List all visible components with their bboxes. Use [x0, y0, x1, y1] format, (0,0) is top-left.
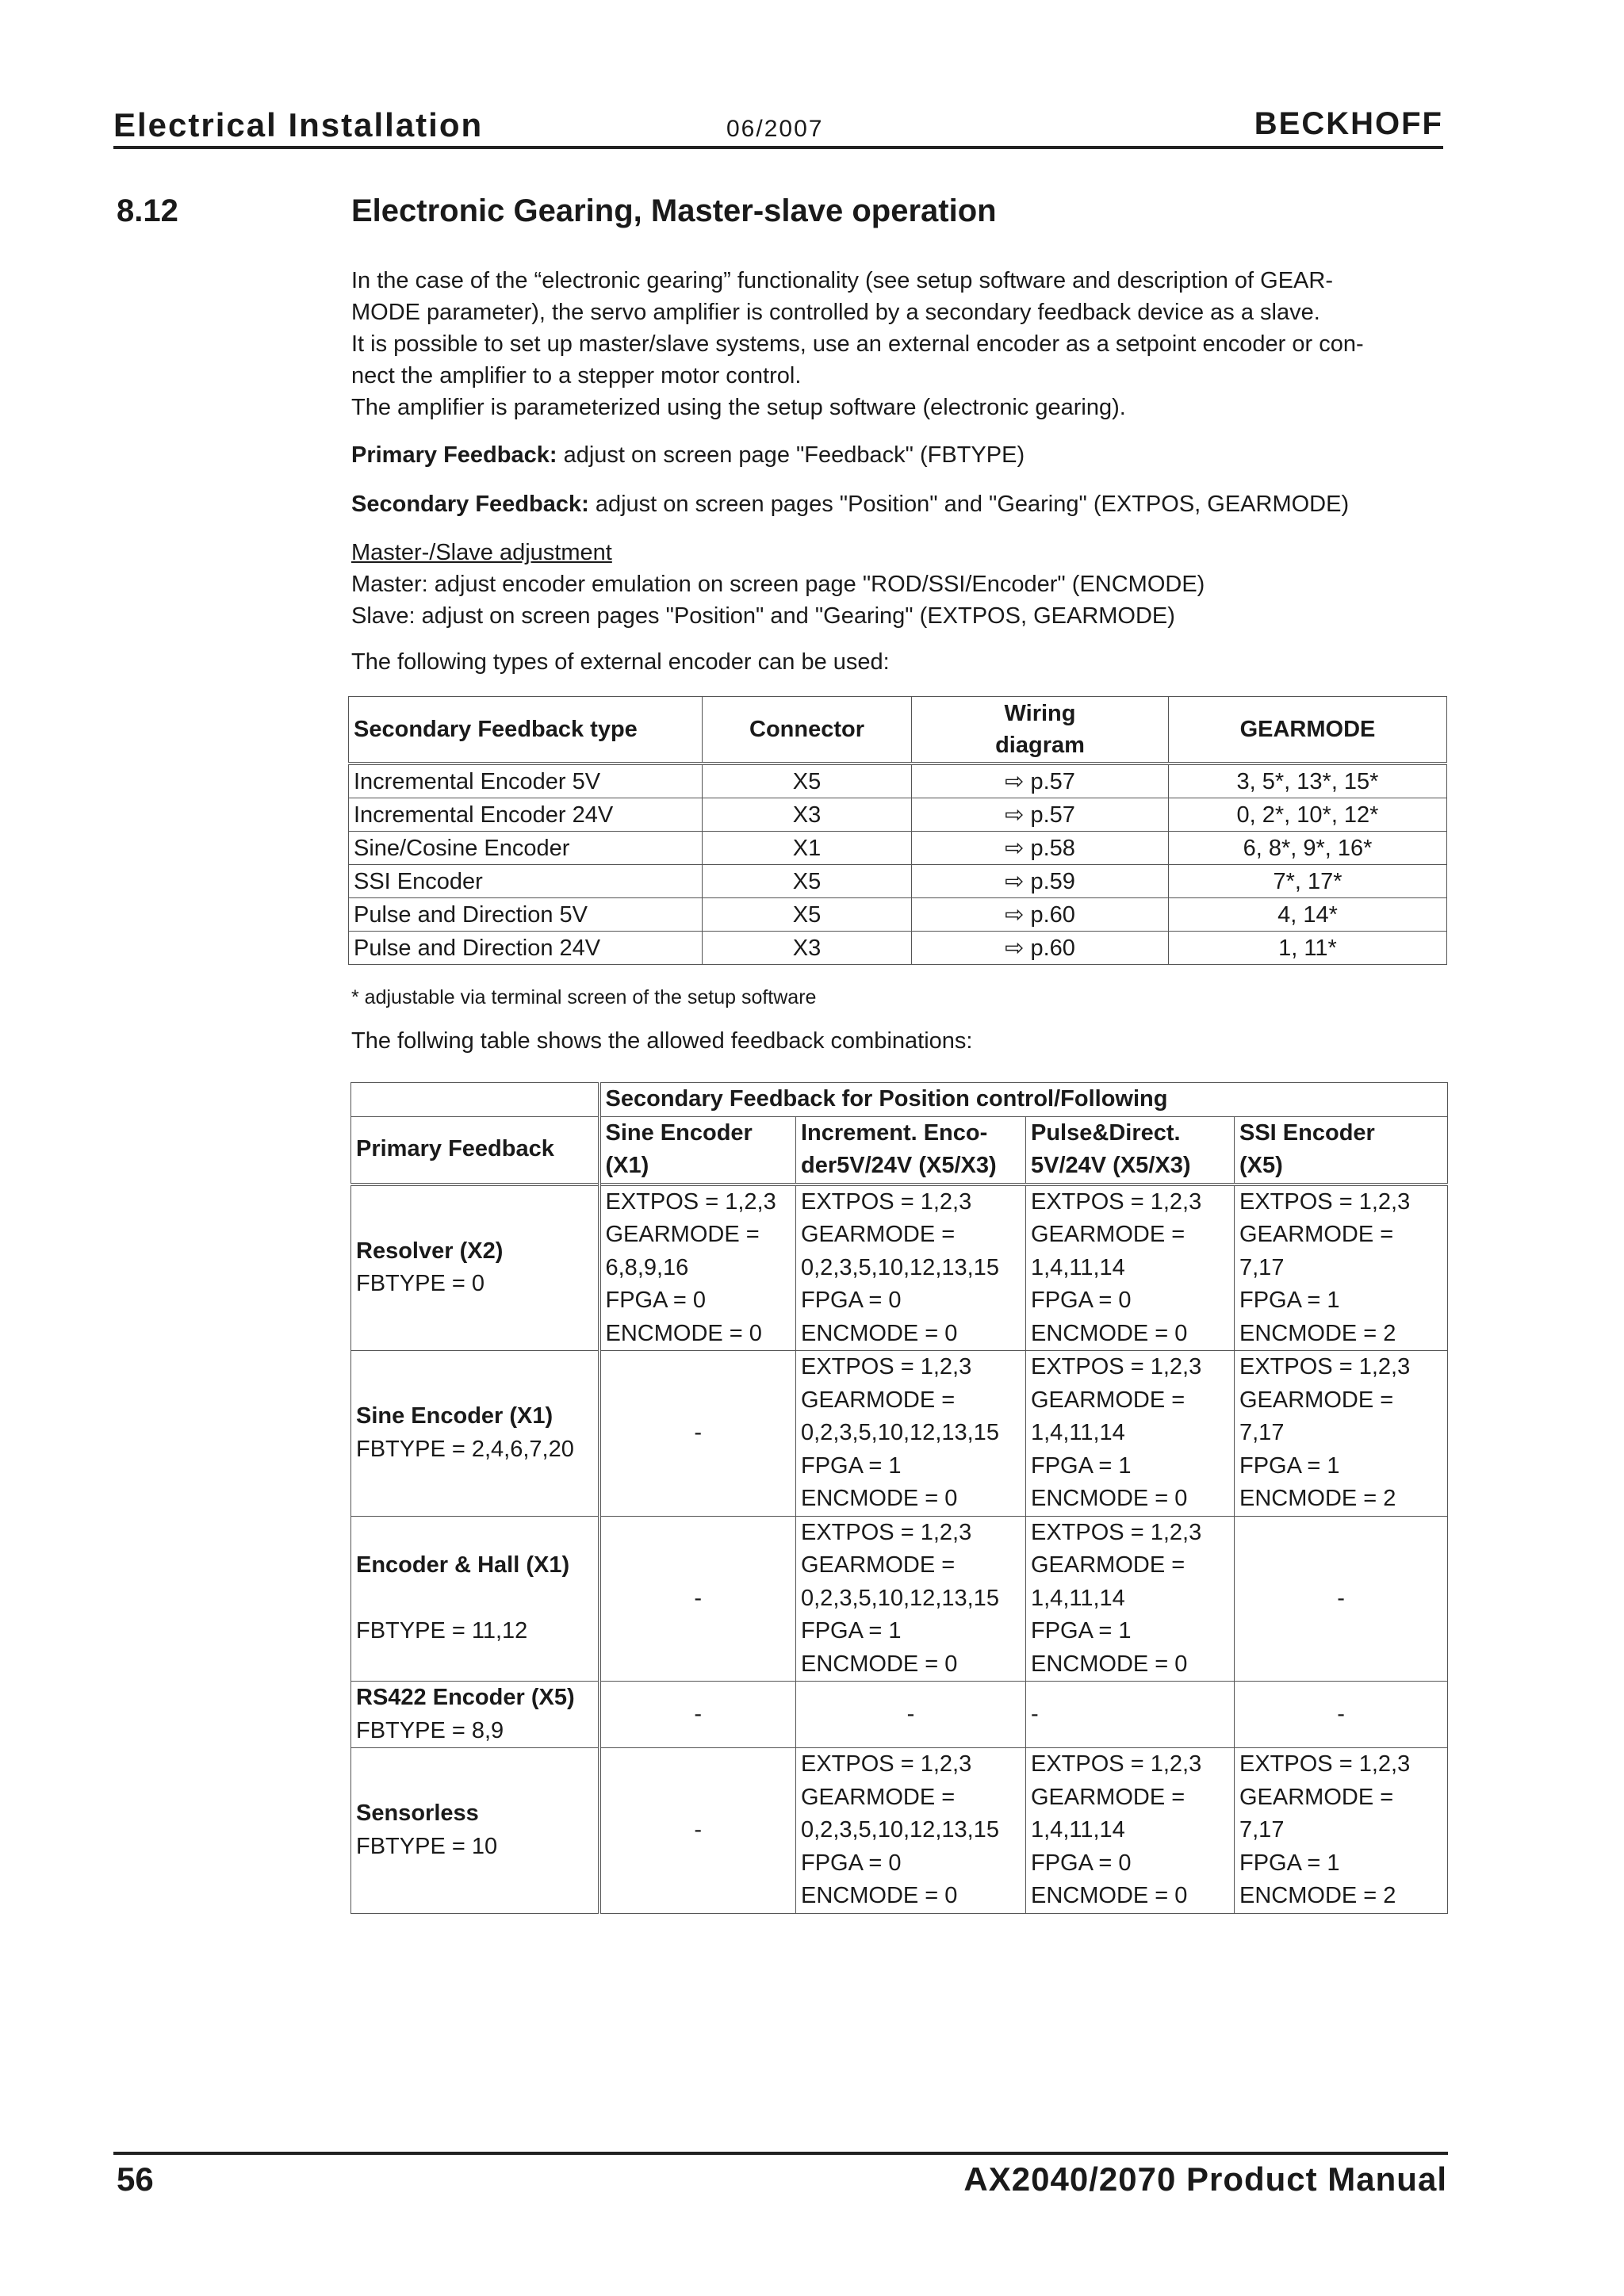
cell-line: 6,8,9,16 — [605, 1254, 689, 1280]
intro-line: It is possible to set up master/slave systems, use an external encoder as a setpoint encoder or con- — [351, 331, 1364, 357]
feedback-name: RS422 Encoder (X5) — [356, 1685, 575, 1710]
brand-logo: BECKHOFF — [1254, 106, 1443, 141]
section-number: 8.12 — [117, 193, 178, 228]
primary-feedback-label: Primary Feedback: — [351, 442, 557, 468]
fbtype-value: FBTYPE = 0 — [356, 1271, 485, 1297]
cell-line: FPGA = 0 — [605, 1288, 707, 1313]
table-cell: ⇨ p.60 — [912, 932, 1169, 965]
cell-line: ENCMODE = 2 — [1239, 1320, 1396, 1346]
primary-feedback-line — [351, 439, 1025, 471]
table-cell: X5 — [703, 763, 912, 798]
table-cell: 7*, 17* — [1169, 865, 1447, 898]
cell-line: FPGA = 1 — [801, 1618, 902, 1644]
cell-line: 7,17 — [1239, 1817, 1285, 1843]
table-row — [351, 1351, 1448, 1517]
cell-line: GEARMODE = — [1031, 1784, 1185, 1810]
cell-line: GEARMODE = — [605, 1222, 760, 1247]
table-cell: 4, 14* — [1169, 898, 1447, 932]
cell-line: 0,2,3,5,10,12,13,15 — [801, 1254, 999, 1280]
primary-feedback-header: Primary Feedback — [351, 1116, 599, 1184]
cell-line: 1,4,11,14 — [1031, 1585, 1125, 1611]
cell-line: FPGA = 1 — [1239, 1288, 1340, 1313]
table-cell: 3, 5*, 13*, 15* — [1169, 763, 1447, 798]
footer-divider — [113, 2152, 1448, 2155]
cell-line: 0,2,3,5,10,12,13,15 — [801, 1420, 999, 1445]
primary-feedback-cell — [351, 1184, 599, 1351]
table-header-row — [349, 697, 1447, 764]
cell-line: GEARMODE = — [801, 1387, 956, 1413]
table-cell — [1235, 1184, 1448, 1351]
cell-line: EXTPOS = 1,2,3 — [1239, 1354, 1411, 1380]
cell-line: FPGA = 1 — [1031, 1618, 1132, 1644]
cell-line: FPGA = 1 — [801, 1452, 902, 1479]
table-cell: - — [796, 1682, 1026, 1748]
page-number: 56 — [117, 2160, 154, 2198]
group-header: Secondary Feedback for Position control/Following — [599, 1083, 1448, 1117]
cell-line: EXTPOS = 1,2,3 — [801, 1751, 972, 1777]
table-cell — [1026, 1516, 1235, 1682]
page-header — [113, 106, 1443, 149]
table-cell: ⇨ p.57 — [912, 798, 1169, 832]
cell-line: EXTPOS = 1,2,3 — [1239, 1751, 1411, 1777]
table-cell: - — [1026, 1682, 1235, 1748]
table-cell: - — [599, 1516, 796, 1682]
cell-line: EXTPOS = 1,2,3 — [1239, 1188, 1411, 1215]
table-cell: 1, 11* — [1169, 932, 1447, 965]
feedback-combinations-table — [350, 1082, 1448, 1914]
cell-line: EXTPOS = 1,2,3 — [605, 1188, 776, 1215]
table-cell: - — [599, 1351, 796, 1517]
table-cell: ⇨ p.60 — [912, 898, 1169, 932]
cell-line: EXTPOS = 1,2,3 — [1031, 1751, 1202, 1777]
encoder-types-table — [348, 696, 1447, 965]
cell-line: 1,4,11,14 — [1031, 1420, 1125, 1445]
column-header: Connector — [703, 697, 912, 764]
table-cell — [1026, 1748, 1235, 1914]
table-cell: - — [599, 1682, 796, 1748]
table-cell: 0, 2*, 10*, 12* — [1169, 798, 1447, 832]
cell-line: ENCMODE = 0 — [1031, 1486, 1188, 1511]
column-header-line: 5V/24V (X5/X3) — [1031, 1153, 1191, 1178]
cell-line: ENCMODE = 0 — [605, 1320, 762, 1346]
column-header — [599, 1116, 796, 1184]
fbtype-value: FBTYPE = 11,12 — [356, 1617, 528, 1644]
cell-line: FPGA = 1 — [1239, 1452, 1340, 1479]
empty-corner-cell — [351, 1083, 599, 1117]
column-header-line: (X1) — [605, 1153, 649, 1178]
cell-line: GEARMODE = — [1031, 1222, 1185, 1247]
table-cell: Pulse and Direction 5V — [349, 898, 703, 932]
header-section-name: Electrical Installation — [113, 106, 484, 144]
feedback-name: Resolver (X2) — [356, 1238, 504, 1264]
table-row — [349, 832, 1447, 865]
table-cell: ⇨ p.57 — [912, 763, 1169, 798]
column-header: Wiring — [1004, 701, 1076, 726]
table-cell — [1026, 1351, 1235, 1517]
cell-line: 0,2,3,5,10,12,13,15 — [801, 1817, 999, 1843]
table-cell: - — [599, 1748, 796, 1914]
column-header — [1235, 1116, 1448, 1184]
column-header-line: Pulse&Direct. — [1031, 1119, 1181, 1146]
group-header-row — [351, 1083, 1448, 1117]
table-cell — [796, 1351, 1026, 1517]
table-cell — [1235, 1748, 1448, 1914]
intro-line: In the case of the “electronic gearing” functionality (see setup software and description of GEAR- — [351, 268, 1333, 293]
secondary-feedback-label: Secondary Feedback: — [351, 492, 589, 517]
cell-line: ENCMODE = 0 — [801, 1883, 958, 1908]
table-cell: Incremental Encoder 5V — [349, 763, 703, 798]
cell-line: 1,4,11,14 — [1031, 1254, 1125, 1280]
cell-line: 0,2,3,5,10,12,13,15 — [801, 1585, 999, 1611]
table-row — [349, 763, 1447, 798]
column-header: Secondary Feedback type — [349, 697, 703, 764]
table-cell: Incremental Encoder 24V — [349, 798, 703, 832]
table-cell: X5 — [703, 898, 912, 932]
cell-line: ENCMODE = 0 — [801, 1486, 958, 1511]
table-cell: Pulse and Direction 24V — [349, 932, 703, 965]
table-row — [351, 1516, 1448, 1682]
column-header — [796, 1116, 1026, 1184]
cell-line: ENCMODE = 0 — [1031, 1651, 1188, 1677]
table-cell — [599, 1184, 796, 1351]
cell-line: FPGA = 0 — [801, 1288, 902, 1313]
cell-line: EXTPOS = 1,2,3 — [801, 1519, 972, 1545]
cell-line: EXTPOS = 1,2,3 — [801, 1354, 972, 1380]
table-cell — [796, 1516, 1026, 1682]
table-row — [351, 1184, 1448, 1351]
cell-line: GEARMODE = — [1239, 1784, 1394, 1810]
cell-line: FPGA = 1 — [1239, 1850, 1340, 1876]
cell-line: GEARMODE = — [1239, 1387, 1394, 1413]
cell-line: EXTPOS = 1,2,3 — [1031, 1354, 1202, 1380]
cell-line: 1,4,11,14 — [1031, 1817, 1125, 1843]
intro-line: nect the amplifier to a stepper motor control. — [351, 363, 802, 388]
spacer — [356, 1582, 593, 1615]
table-row — [349, 798, 1447, 832]
cell-line: GEARMODE = — [801, 1552, 956, 1578]
cell-line: 7,17 — [1239, 1254, 1285, 1280]
cell-line: GEARMODE = — [1031, 1387, 1185, 1413]
intro-line: The amplifier is parameterized using the setup software (electronic gearing). — [351, 395, 1126, 420]
cell-line: EXTPOS = 1,2,3 — [801, 1188, 972, 1215]
cell-line: GEARMODE = — [1239, 1222, 1394, 1247]
feedback-name: Sine Encoder (X1) — [356, 1403, 553, 1429]
table-cell: 6, 8*, 9*, 16* — [1169, 832, 1447, 865]
slave-adjustment: Slave: adjust on screen pages "Position" and "Gearing" (EXTPOS, GEARMODE) — [351, 603, 1175, 629]
secondary-feedback-text: adjust on screen pages "Position" and "Gearing" (EXTPOS, GEARMODE) — [588, 492, 1350, 517]
master-adjustment: Master: adjust encoder emulation on screen page "ROD/SSI/Encoder" (ENCMODE) — [351, 572, 1205, 597]
table-cell: X1 — [703, 832, 912, 865]
table-cell: - — [1235, 1682, 1448, 1748]
cell-line: FPGA = 0 — [1031, 1288, 1132, 1313]
column-header-wiring — [912, 697, 1169, 764]
primary-feedback-cell — [351, 1351, 599, 1517]
cell-line: ENCMODE = 2 — [1239, 1486, 1396, 1511]
column-header-row — [351, 1116, 1448, 1184]
cell-line: GEARMODE = — [801, 1784, 956, 1810]
primary-feedback-text: adjust on screen page "Feedback" (FBTYPE) — [557, 442, 1025, 468]
table-cell: SSI Encoder — [349, 865, 703, 898]
column-header: diagram — [995, 733, 1085, 758]
section-title: Electronic Gearing, Master-slave operation — [351, 193, 997, 228]
table-row — [349, 932, 1447, 965]
cell-line: FPGA = 0 — [1031, 1850, 1132, 1876]
header-date: 06/2007 — [726, 116, 824, 142]
table-row — [351, 1748, 1448, 1914]
column-header-line: Sine Encoder — [605, 1119, 753, 1146]
table-cell: ⇨ p.59 — [912, 865, 1169, 898]
table-cell: X3 — [703, 798, 912, 832]
table-cell — [1026, 1184, 1235, 1351]
cell-line: FPGA = 0 — [801, 1850, 902, 1876]
master-slave-heading: Master-/Slave adjustment — [351, 540, 612, 565]
table-cell — [796, 1748, 1026, 1914]
table-cell — [796, 1184, 1026, 1351]
column-header-line: Increment. Enco- — [801, 1119, 988, 1146]
primary-feedback-cell — [351, 1682, 599, 1748]
table-cell: X3 — [703, 932, 912, 965]
footnote: * adjustable via terminal screen of the setup software — [351, 986, 817, 1008]
column-header-line: SSI Encoder — [1239, 1119, 1375, 1146]
cell-line: 7,17 — [1239, 1420, 1285, 1445]
cell-line: ENCMODE = 0 — [1031, 1883, 1188, 1908]
column-header-line: der5V/24V (X5/X3) — [801, 1153, 997, 1178]
table-row — [351, 1682, 1448, 1748]
cell-line: GEARMODE = — [1031, 1552, 1185, 1578]
cell-line: ENCMODE = 0 — [801, 1651, 958, 1677]
table-row — [349, 865, 1447, 898]
primary-feedback-cell — [351, 1516, 599, 1682]
secondary-feedback-line — [351, 488, 1349, 520]
table-row — [349, 898, 1447, 932]
cell-line: GEARMODE = — [801, 1222, 956, 1247]
manual-title: AX2040/2070 Product Manual — [963, 2160, 1447, 2198]
intro-line: MODE parameter), the servo amplifier is controlled by a secondary feedback device as a slave. — [351, 300, 1320, 325]
cell-line: EXTPOS = 1,2,3 — [1031, 1188, 1202, 1215]
intro-paragraph — [351, 265, 1364, 423]
master-slave-block — [351, 537, 1205, 632]
cell-line: FPGA = 1 — [1031, 1452, 1132, 1479]
cell-line: EXTPOS = 1,2,3 — [1031, 1519, 1202, 1545]
column-header — [1026, 1116, 1235, 1184]
combo-intro: The follwing table shows the allowed feedback combinations: — [351, 1028, 973, 1054]
cell-line: ENCMODE = 2 — [1239, 1883, 1396, 1908]
fbtype-value: FBTYPE = 10 — [356, 1833, 498, 1859]
cell-line: ENCMODE = 0 — [801, 1320, 958, 1346]
feedback-name: Encoder & Hall (X1) — [356, 1552, 570, 1578]
cell-line: ENCMODE = 0 — [1031, 1320, 1188, 1346]
table-cell: Sine/Cosine Encoder — [349, 832, 703, 865]
encoder-intro: The following types of external encoder can be used: — [351, 649, 890, 675]
table-cell: X5 — [703, 865, 912, 898]
table-cell — [1235, 1351, 1448, 1517]
column-header-line: (X5) — [1239, 1153, 1283, 1178]
feedback-name: Sensorless — [356, 1800, 479, 1827]
table-cell: ⇨ p.58 — [912, 832, 1169, 865]
column-header: GEARMODE — [1169, 697, 1447, 764]
table-cell: - — [1235, 1516, 1448, 1682]
primary-feedback-cell — [351, 1748, 599, 1914]
fbtype-value: FBTYPE = 2,4,6,7,20 — [356, 1436, 574, 1462]
fbtype-value: FBTYPE = 8,9 — [356, 1717, 504, 1743]
